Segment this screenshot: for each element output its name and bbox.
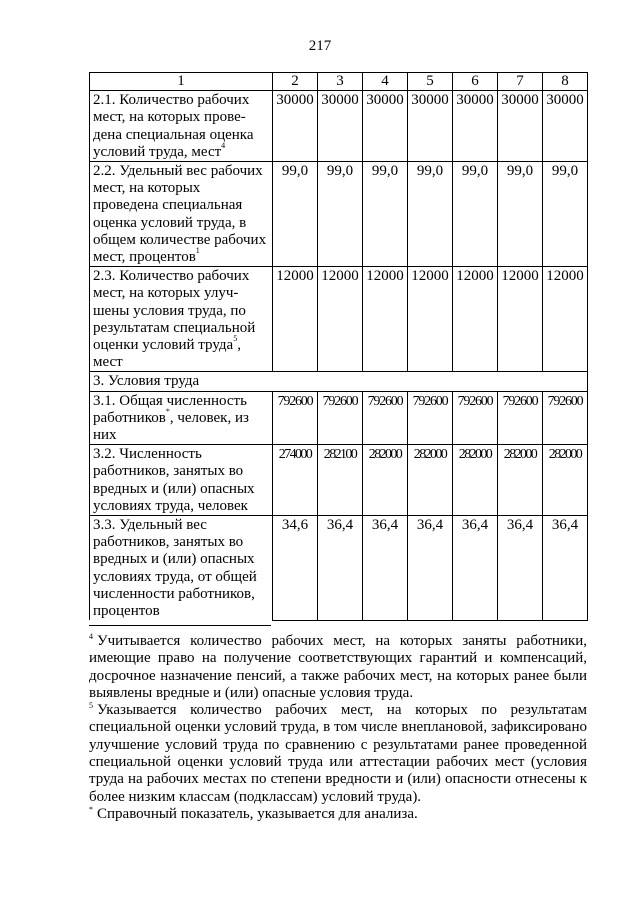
cell-value: 30000 <box>456 92 494 109</box>
cell-value: 30000 <box>276 92 314 109</box>
row-label-text: 3.1. Общая численность работников <box>93 392 247 426</box>
value-cell <box>453 445 498 516</box>
value-cell <box>408 516 453 621</box>
cell-value: 282100 <box>323 447 357 463</box>
section-title: 3. Условия труда <box>90 372 588 391</box>
cell-value: 12000 <box>546 268 584 285</box>
cell-value: 12000 <box>276 268 314 285</box>
row-label <box>90 91 273 162</box>
cell-value: 36,4 <box>371 517 399 534</box>
cell-value: 282000 <box>458 447 492 463</box>
row-label-text: 3.2. Численность работников, занятых во вредных и (или) опасных условиях труда, человек <box>93 446 255 514</box>
value-cell <box>318 391 363 445</box>
table-row <box>90 162 588 267</box>
value-cell <box>498 445 543 516</box>
value-cell <box>363 391 408 445</box>
cell-value: 792600 <box>367 393 403 409</box>
table-row <box>90 516 588 621</box>
cell-value: 12000 <box>501 268 539 285</box>
value-cell <box>318 162 363 267</box>
row-label-tail: , мест <box>93 337 241 371</box>
cell-value: 36,4 <box>416 517 444 534</box>
cell-value: 30000 <box>321 92 359 109</box>
cell-value: 99,0 <box>326 163 354 180</box>
value-cell <box>498 516 543 621</box>
table-row <box>90 445 588 516</box>
value-cell <box>408 162 453 267</box>
table-row <box>90 391 588 445</box>
cell-value: 274000 <box>278 447 312 463</box>
value-cell <box>453 91 498 162</box>
value-cell <box>408 267 453 372</box>
cell-value: 12000 <box>411 268 449 285</box>
value-cell <box>408 391 453 445</box>
cell-value: 99,0 <box>551 163 579 180</box>
value-cell <box>453 391 498 445</box>
row-label <box>90 516 273 621</box>
column-header: 1 <box>90 73 273 91</box>
cell-value: 792600 <box>457 393 493 409</box>
value-cell <box>543 91 588 162</box>
value-cell <box>543 445 588 516</box>
footnote-reference: * <box>165 406 170 416</box>
cell-value: 792600 <box>502 393 538 409</box>
cell-value: 792600 <box>547 393 583 409</box>
row-label-text: 2.1. Количество рабочих мест, на которых прове-дена специальная оценка условий труда, мест <box>93 92 254 160</box>
row-label <box>90 391 273 445</box>
cell-value: 282000 <box>368 447 402 463</box>
value-cell <box>498 267 543 372</box>
cell-value: 792600 <box>322 393 358 409</box>
value-cell <box>273 267 318 372</box>
table-row <box>90 91 588 162</box>
cell-value: 282000 <box>548 447 582 463</box>
cell-value: 36,4 <box>461 517 489 534</box>
value-cell <box>273 91 318 162</box>
value-cell <box>453 267 498 372</box>
value-cell <box>273 445 318 516</box>
value-cell <box>363 516 408 621</box>
table-header-row <box>90 73 588 91</box>
footnote-mark: 4 <box>89 632 93 641</box>
value-cell <box>318 91 363 162</box>
footnote-reference: 4 <box>221 140 226 150</box>
value-cell <box>273 391 318 445</box>
footnote-reference: 5 <box>233 334 238 344</box>
value-cell <box>363 162 408 267</box>
cell-value: 30000 <box>366 92 404 109</box>
value-cell <box>318 516 363 621</box>
cell-value: 34,6 <box>281 517 309 534</box>
value-cell <box>318 267 363 372</box>
value-cell <box>408 445 453 516</box>
section-row <box>90 372 588 391</box>
footnote-5 <box>89 702 587 806</box>
value-cell <box>273 516 318 621</box>
column-header: 6 <box>453 73 498 91</box>
table-row <box>90 267 588 372</box>
value-cell <box>408 91 453 162</box>
cell-value: 99,0 <box>416 163 444 180</box>
cell-value: 30000 <box>546 92 584 109</box>
value-cell <box>543 516 588 621</box>
footnotes <box>89 633 587 823</box>
cell-value: 30000 <box>501 92 539 109</box>
page-number: 217 <box>308 38 332 54</box>
cell-value: 99,0 <box>371 163 399 180</box>
column-header: 7 <box>498 73 543 91</box>
row-label <box>90 267 273 372</box>
value-cell <box>498 391 543 445</box>
value-cell <box>273 162 318 267</box>
footnote-separator <box>89 625 271 626</box>
cell-value: 282000 <box>413 447 447 463</box>
row-label-text: 2.2. Удельный вес рабочих мест, на которых проведена специальная оценка условий труда, в общем количестве рабочих мест, процентов <box>93 163 267 266</box>
cell-value: 792600 <box>412 393 448 409</box>
value-cell <box>318 445 363 516</box>
row-label <box>90 162 273 267</box>
cell-value: 99,0 <box>281 163 309 180</box>
footnote-asterisk <box>89 806 587 823</box>
column-header: 2 <box>273 73 318 91</box>
cell-value: 12000 <box>456 268 494 285</box>
cell-value: 99,0 <box>461 163 489 180</box>
value-cell <box>453 516 498 621</box>
cell-value: 36,4 <box>326 517 354 534</box>
value-cell <box>363 267 408 372</box>
value-cell <box>453 162 498 267</box>
row-label <box>90 445 273 516</box>
cell-value: 792600 <box>277 393 313 409</box>
value-cell <box>363 445 408 516</box>
footnote-mark: * <box>89 804 93 814</box>
row-label-text: 2.3. Количество рабочих мест, на которых улуч-шены условия труда, по результатам специальной оценки условий труда <box>93 268 256 354</box>
column-header: 5 <box>408 73 453 91</box>
value-cell <box>498 162 543 267</box>
column-header: 3 <box>318 73 363 91</box>
column-header: 8 <box>543 73 588 91</box>
footnote-mark: 5 <box>89 701 93 711</box>
column-header: 4 <box>363 73 408 91</box>
cell-value: 12000 <box>321 268 359 285</box>
cell-value: 12000 <box>366 268 404 285</box>
footnote-reference: 1 <box>195 246 200 256</box>
cell-value: 99,0 <box>506 163 534 180</box>
cell-value: 36,4 <box>506 517 534 534</box>
footnote-4 <box>89 633 587 702</box>
footnote-text: Справочный показатель, указывается для анализа. <box>97 805 418 822</box>
row-label-text: 3.3. Удельный вес работников, занятых во вредных и (или) опасных условиях труда, от общей численности работников, процентов <box>93 517 257 620</box>
footnote-text: Учитывается количество рабочих мест, на которых заняты работники, имеющие право на получение соответствующих гарантий и компенсаций, досрочное назначение пенсий, а также рабочих мест, на которых ранее были выявлены вредные и (или) опасные условия труда. <box>89 633 587 701</box>
value-cell <box>543 267 588 372</box>
value-cell <box>498 91 543 162</box>
cell-value: 282000 <box>503 447 537 463</box>
row-label-tail: , человек, из них <box>93 409 249 444</box>
value-cell <box>543 162 588 267</box>
cell-value: 30000 <box>411 92 449 109</box>
value-cell <box>543 391 588 445</box>
value-cell <box>363 91 408 162</box>
cell-value: 36,4 <box>551 517 579 534</box>
indicators-table <box>89 72 588 621</box>
footnote-text: Указывается количество рабочих мест, на которых по результатам специальной оценки условий труда, в том числе внеплановой, зафиксировано улучшение условий труда по сравнению с результатами ранее проведенной специальной оценки условий труда или аттестации рабочих мест (условия труда на рабочих местах по степени вредности и (или) опасности отнесены к более низким классам (подклассам) условий труда). <box>89 702 587 805</box>
